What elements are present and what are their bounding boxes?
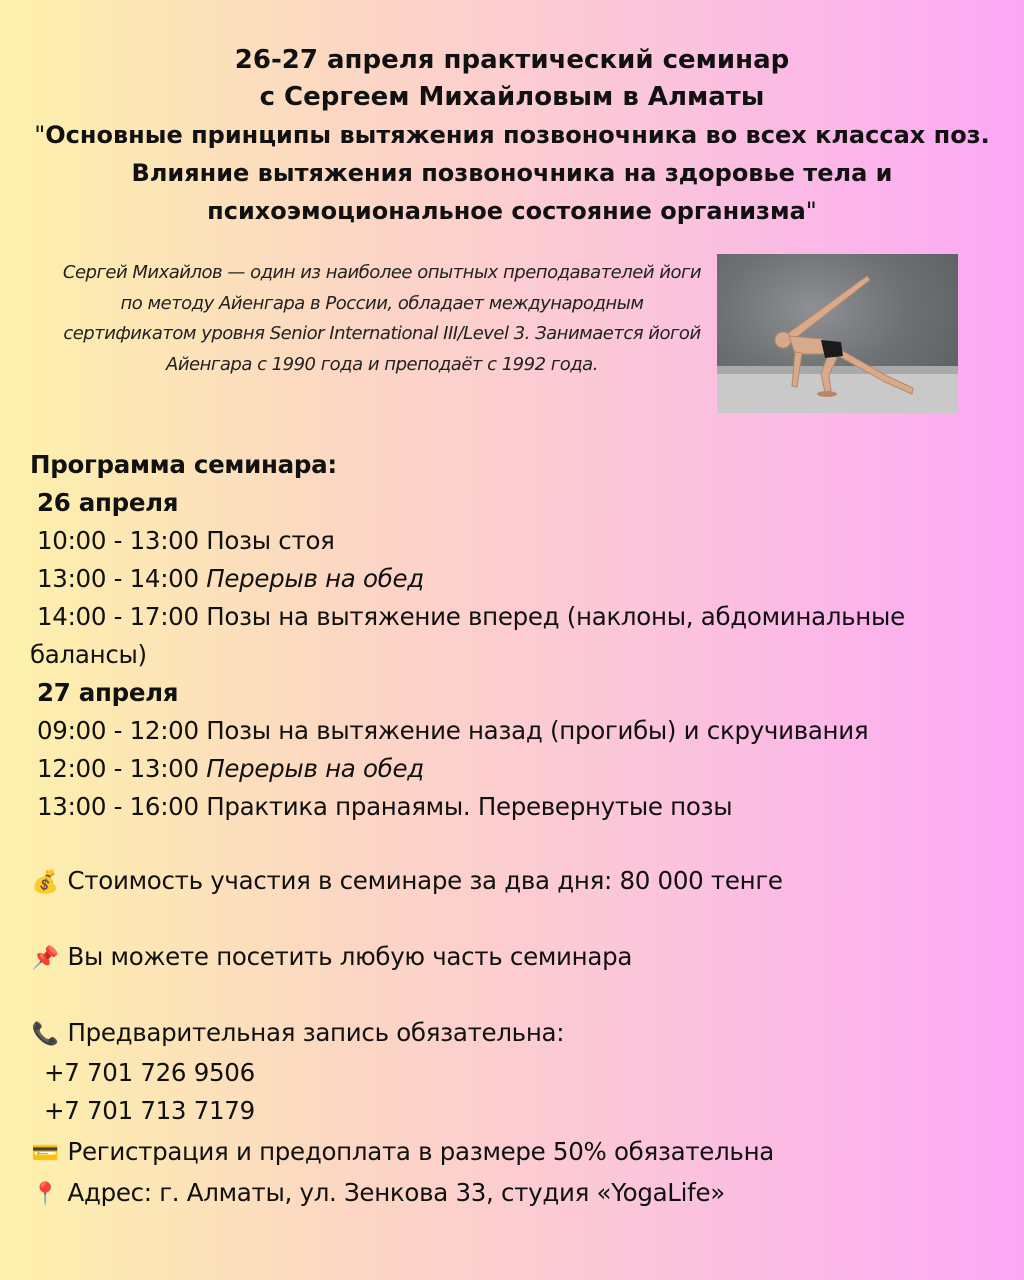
day1-date: 26 апреля (37, 488, 179, 517)
speaker-photo (717, 254, 958, 413)
booking-block: 📞 Предварительная запись обязательна: +7 701 726 9506 +7 701 713 7179 (30, 1014, 1010, 1130)
schedule-item: 14:00 - 17:00 Позы на вытяжение вперед (наклоны, абдоминальные балансы) (30, 602, 905, 669)
schedule-item: 12:00 - 13:00 Перерыв на обед (37, 754, 424, 783)
seminar-program (30, 446, 1000, 826)
cost-line: 💰 Стоимость участия в семинаре за два дня: 80 000 тенге (30, 862, 1010, 902)
phone-icon: 📞 (31, 1022, 59, 1047)
day2-date: 27 апреля (37, 678, 179, 707)
seminar-topic-text: Основные принципы вытяжения позвоночника во всех классах поз. Влияние вытяжения позвоночника на здоровье тела и психоэмоциональное состояние организма (45, 121, 990, 225)
event-header (0, 42, 1024, 230)
schedule-item: 09:00 - 12:00 Позы на вытяжение назад (прогибы) и скручивания (37, 716, 869, 745)
schedule-item: 10:00 - 13:00 Позы стоя (37, 526, 335, 555)
event-speaker-title: с Сергеем Михайловым в Алматы (259, 82, 765, 112)
any-part-line: 📌 Вы можете посетить любую часть семинара (30, 938, 1010, 978)
speaker-bio: Сергей Михайлов — один из наиболее опытных преподавателей йоги по методу Айенгара в России, обладает международным сертификатом уровня Senior International III/Level 3. Занимается йогой Айенгара с 1990 года и преподаёт с 1992 года. (62, 262, 702, 375)
money-bag-icon: 💰 (31, 870, 59, 895)
address-line: 📍 Адрес: г. Алматы, ул. Зенкова 33, студия «YogaLife» (30, 1174, 1010, 1214)
event-dates-title: 26-27 апреля практический семинар (234, 45, 790, 75)
schedule-item: 13:00 - 16:00 Практика пранаямы. Перевернутые позы (37, 792, 733, 821)
credit-card-icon: 💳 (31, 1141, 59, 1166)
pushpin-icon: 📌 (31, 946, 59, 971)
seminar-topic: "Основные принципы вытяжения позвоночника во всех классах поз. Влияние вытяжения позвоночника на здоровье тела и психоэмоциональное состояние организма" (34, 121, 990, 225)
program-title: Программа семинара: (30, 450, 337, 479)
phone-number[interactable]: +7 701 726 9506 (44, 1058, 255, 1087)
phone-number[interactable]: +7 701 713 7179 (44, 1096, 255, 1125)
location-pin-icon: 📍 (31, 1182, 59, 1207)
schedule-item: 13:00 - 14:00 Перерыв на обед (37, 564, 424, 593)
registration-line: 💳 Регистрация и предоплата в размере 50% обязательна (30, 1133, 1010, 1173)
